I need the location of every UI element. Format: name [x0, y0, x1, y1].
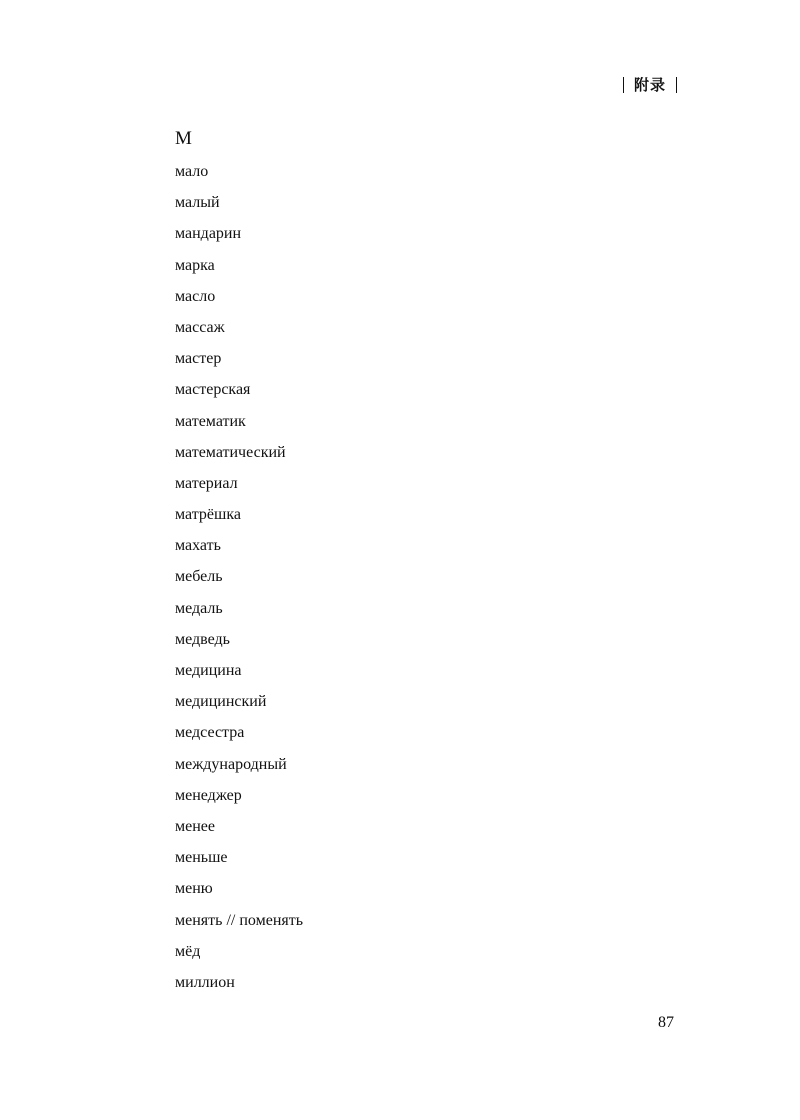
header-left-rule: [623, 77, 624, 93]
vocabulary-entry: медицинский: [175, 693, 267, 711]
vocabulary-entry: мебель: [175, 568, 223, 586]
header-right-rule: [676, 77, 677, 93]
vocabulary-entry: массаж: [175, 318, 225, 336]
vocabulary-entry: мастерская: [175, 381, 251, 399]
vocabulary-entry: математик: [175, 412, 246, 430]
vocabulary-entry: математический: [175, 443, 286, 461]
vocabulary-entry: масло: [175, 287, 216, 305]
vocabulary-entry: мандарин: [175, 225, 242, 243]
vocabulary-entry: меньше: [175, 849, 228, 867]
vocabulary-entry: материал: [175, 474, 238, 492]
page-number: 87: [658, 1014, 674, 1031]
vocabulary-entry: менее: [175, 817, 215, 835]
section-letter-heading: М: [175, 128, 192, 149]
vocabulary-entry: международный: [175, 755, 287, 773]
vocabulary-entry: миллион: [175, 973, 235, 991]
vocabulary-entry: медицина: [175, 662, 242, 679]
vocabulary-entry: матрёшка: [175, 506, 241, 524]
vocabulary-entry: марка: [175, 256, 215, 274]
header-section-title: 附录: [633, 76, 666, 94]
running-header: [623, 75, 677, 95]
vocabulary-entry: меню: [175, 880, 213, 898]
vocabulary-entry: малый: [175, 194, 220, 212]
vocabulary-entry: мёд: [175, 942, 201, 960]
vocabulary-entry: мастер: [175, 350, 222, 368]
vocabulary-entry: медаль: [175, 599, 223, 617]
vocabulary-entry: менять // поменять: [175, 911, 304, 929]
vocabulary-entry: менеджер: [175, 786, 242, 804]
vocabulary-entry: медведь: [175, 630, 230, 648]
vocabulary-entry: махать: [175, 537, 221, 555]
vocabulary-entry: мало: [175, 163, 209, 180]
vocabulary-entry: медсестра: [175, 724, 245, 742]
vocabulary-list: [175, 162, 303, 1004]
